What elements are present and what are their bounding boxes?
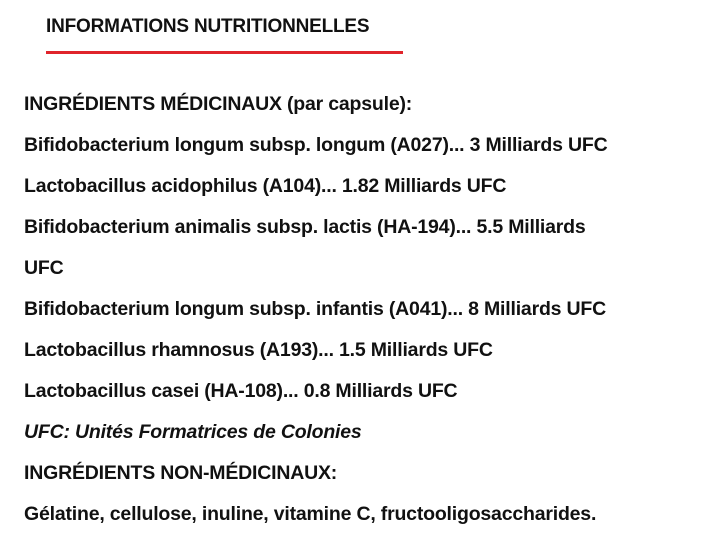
non-medicinal-ingredients-heading: INGRÉDIENTS NON-MÉDICINAUX: xyxy=(24,462,338,484)
medicinal-heading-suffix: (par capsule): xyxy=(281,93,413,115)
ingredient-line: Lactobacillus acidophilus (A104)... 1.82 Milliards UFC xyxy=(24,175,507,197)
ingredient-line: Bifidobacterium animalis subsp. lactis (HA-194)... 5.5 Milliards xyxy=(24,216,586,238)
ingredient-line: Lactobacillus casei (HA-108)... 0.8 Milliards UFC xyxy=(24,380,458,402)
ingredient-line: Bifidobacterium longum subsp. infantis (A041)... 8 Milliards UFC xyxy=(24,298,607,320)
title-underline xyxy=(46,51,403,54)
section-header xyxy=(46,14,403,54)
medicinal-ingredients-heading xyxy=(24,84,704,125)
ingredient-line: Lactobacillus rhamnosus (A193)... 1.5 Milliards UFC xyxy=(24,339,493,361)
non-medicinal-ingredients-text: Gélatine, cellulose, inuline, vitamine C, fructooligosaccharides. xyxy=(24,503,597,525)
ingredient-line-continuation: UFC xyxy=(24,257,64,279)
page-title: INFORMATIONS NUTRITIONNELLES xyxy=(46,16,370,37)
ufc-footnote: UFC: Unités Formatrices de Colonies xyxy=(24,421,362,443)
medicinal-heading-main: INGRÉDIENTS MÉDICINAUX xyxy=(24,93,282,115)
ingredients-content xyxy=(24,84,704,535)
ingredient-line: Bifidobacterium longum subsp. longum (A027)... 3 Milliards UFC xyxy=(24,134,608,156)
